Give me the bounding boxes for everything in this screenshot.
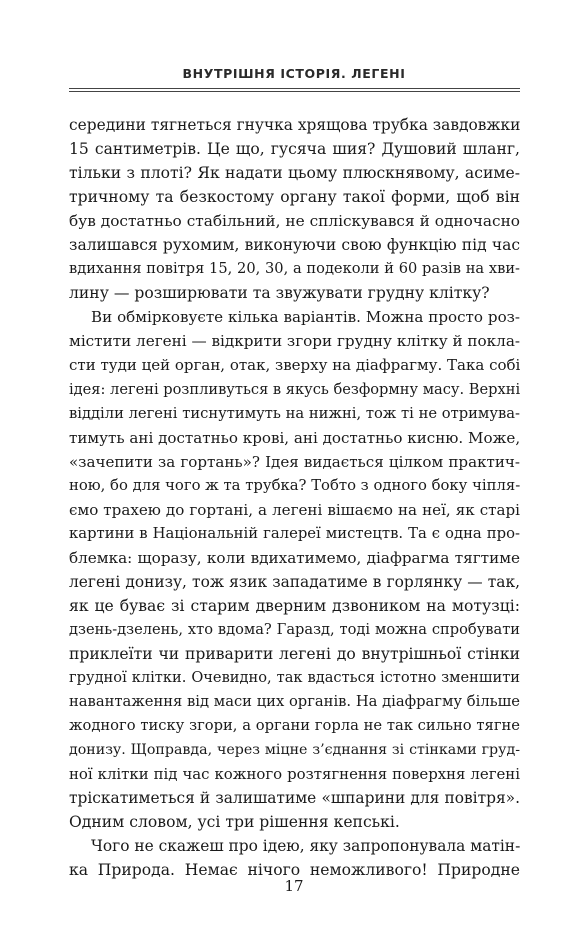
- header-rule: [69, 88, 520, 92]
- text-line: легені донизу, тож язик западатиме в горлянку — так,: [69, 572, 520, 591]
- text-line: ка Природа. Немає нічого неможливого! Природне: [69, 861, 520, 880]
- text-line: був достатньо стабільний, не спліскувався й одночасно: [69, 212, 520, 231]
- text-line: Ви обмірковуєте кілька варіантів. Можна просто роз-: [91, 308, 520, 327]
- text-line: тріскатиметься й залишатиме «шпарини для повітря».: [69, 789, 520, 808]
- text-line: грудної клітки. Очевидно, так вдасться істотно зменшити: [69, 669, 520, 687]
- text-line: залишався рухомим, виконуючи свою функцію під час: [69, 236, 520, 255]
- text-line: Одним словом, усі три рішення кепські.: [69, 813, 400, 832]
- text-line: як це буває зі старим дверним дзвоником на мотузці:: [69, 596, 520, 615]
- body-text: [69, 113, 520, 883]
- text-line: блемка: щоразу, коли вдихатимемо, діафрагма тягтиме: [69, 548, 520, 567]
- text-line: картини в Національній галереї мистецтв. Та є одна про-: [69, 524, 520, 542]
- text-line: «зачепити за гортань»? Ідея видається цілком практич-: [69, 452, 520, 471]
- text-line: ною, бо для чого ж та трубка? Тобто з одного боку чіпля-: [69, 476, 521, 494]
- text-line: середини тягнеться гнучка хрящова трубка завдовжки: [69, 116, 521, 134]
- text-line: ідея: легені розпливуться в якусь безформну масу. Верхні: [69, 380, 521, 398]
- text-line: містити легені — відкрити згори грудну клітку й покла-: [69, 332, 521, 351]
- text-line: навантаження від маси цих органів. На діафрагму більше: [69, 693, 520, 711]
- text-line: сти туди цей орган, отак, зверху на діафрагму. Така собі: [69, 356, 521, 375]
- text-line: тільки з плоті? Як надати цьому плюскнявому, асиме-: [69, 164, 520, 183]
- text-line: донизу. Щоправда, через міцне з’єднання зі стінками груд-: [69, 742, 520, 759]
- page-number: 17: [284, 877, 304, 895]
- text-line: тимуть ані достатньо крові, ані достатньо кисню. Може,: [69, 428, 521, 447]
- text-line: ної клітки під час кожного розтягнення поверхня легені: [69, 765, 520, 784]
- running-head: ВНУТРІШНЯ ІСТОРІЯ. ЛЕГЕНІ: [182, 66, 406, 81]
- text-line: Чого не скажеш про ідею, яку запропонувала матін-: [91, 837, 521, 856]
- text-line: приклеїти чи приварити легені до внутрішньої стінки: [69, 645, 520, 664]
- text-line: ємо трахею до гортані, а легені вішаємо на неї, як старі: [69, 500, 520, 519]
- text-line: тричному та безкостому органу такої форми, щоб він: [69, 188, 520, 207]
- text-line: лину — розширювати та звужувати грудну клітку?: [69, 284, 490, 303]
- text-line: відділи легені тиснутимуть на нижні, тож ті не отримува-: [69, 404, 520, 422]
- text-line: дзень-дзелень, хто вдома? Гаразд, тоді можна спробувати: [69, 620, 520, 638]
- text-line: жодного тиску згори, а органи горла не так сильно тягне: [69, 717, 520, 735]
- text-line: вдихання повітря 15, 20, 30, а подеколи й 60 разів на хви-: [69, 260, 520, 278]
- text-line: 15 сантиметрів. Це що, гусяча шия? Душовий шланг,: [69, 140, 520, 159]
